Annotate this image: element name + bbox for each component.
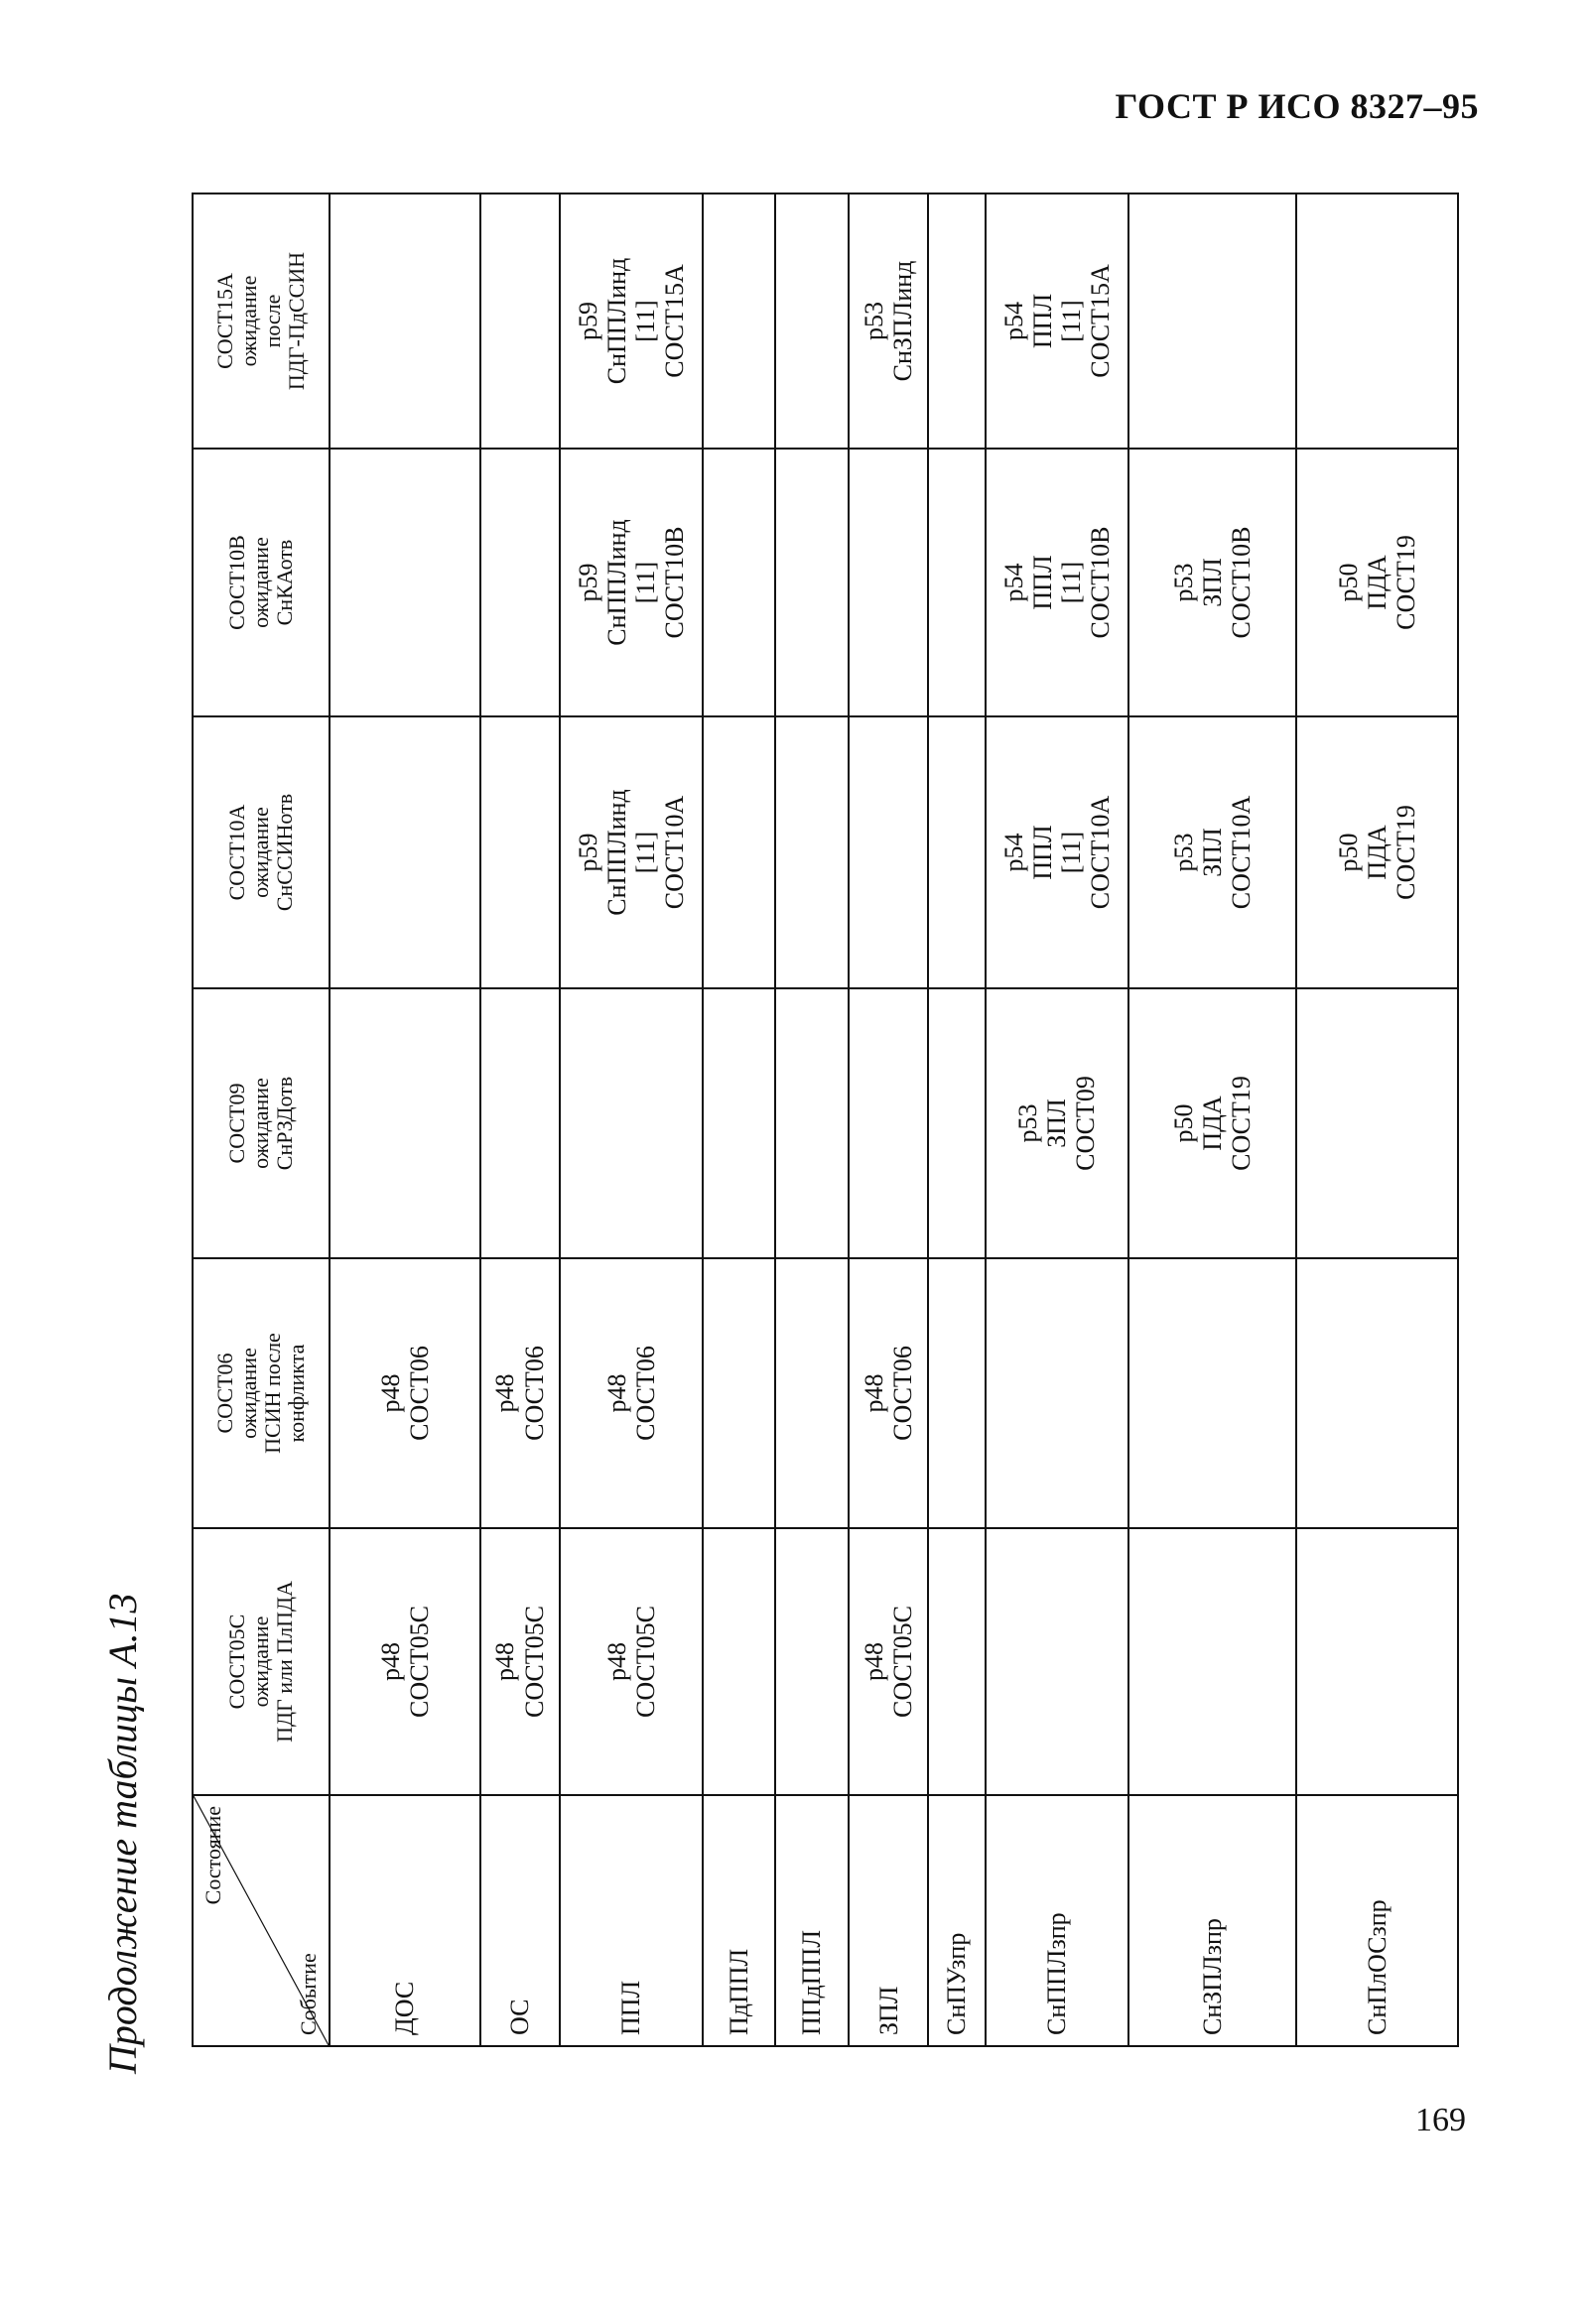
- transition-cell: [849, 1258, 928, 1528]
- transition-cell: [330, 1258, 480, 1528]
- transition-line: ЗПЛ: [1042, 1098, 1072, 1148]
- table-body: [330, 194, 1458, 2046]
- transition-cell: [986, 449, 1128, 716]
- transition-cell: [1296, 988, 1458, 1258]
- table-row: [560, 194, 703, 2046]
- transition-line: ЗПЛ: [1198, 828, 1228, 877]
- transition-cell: [1296, 449, 1458, 716]
- table-row: [1128, 194, 1296, 2046]
- transition-cell: [560, 449, 703, 716]
- event-label: СнЗПЛзпр: [1128, 1795, 1296, 2046]
- transition-cell: [1128, 988, 1296, 1258]
- transition-line: p54: [998, 563, 1028, 602]
- transition-line: СОСТ19: [1227, 1076, 1257, 1171]
- header-row: [193, 194, 330, 2046]
- transition-line: p53: [859, 302, 888, 340]
- event-label: СнПлОСзпр: [1296, 1795, 1458, 2046]
- column-header-line: ПДГ или ПлПДА: [272, 1581, 298, 1743]
- table-row: [849, 194, 928, 2046]
- transition-cell: [928, 1528, 986, 1795]
- transition-cell: [480, 988, 560, 1258]
- transition-line: СОСТ19: [1391, 535, 1421, 630]
- event-label: СнПУзпр: [928, 1795, 986, 2046]
- transition-line: p59: [573, 563, 602, 602]
- transition-cell: [330, 449, 480, 716]
- transition-line: СОСТ06: [404, 1346, 434, 1441]
- column-header: [193, 194, 330, 449]
- transition-cell: [928, 1258, 986, 1528]
- transition-line: ППЛ: [1027, 825, 1057, 880]
- transition-line: p50: [1333, 833, 1363, 872]
- page-number: 169: [1415, 2102, 1466, 2138]
- table-row: [330, 194, 480, 2046]
- transition-cell: [849, 716, 928, 988]
- column-header-line: ПСИН после: [260, 1333, 285, 1454]
- transition-line: p50: [1168, 1103, 1198, 1143]
- transition-cell: [775, 194, 849, 449]
- transition-line: p59: [573, 302, 602, 340]
- transition-cell: [1128, 449, 1296, 716]
- transition-line: [11]: [1056, 300, 1086, 342]
- transition-line: СОСТ09: [1071, 1076, 1101, 1171]
- transition-cell: [1296, 716, 1458, 988]
- transition-cell: [928, 988, 986, 1258]
- transition-cell: [560, 1528, 703, 1795]
- transition-cell: [480, 194, 560, 449]
- transition-cell: [703, 988, 775, 1258]
- transition-cell: [775, 988, 849, 1258]
- transition-line: СОСТ05С: [888, 1606, 918, 1719]
- transition-line: p48: [859, 1373, 888, 1413]
- transition-cell: [560, 716, 703, 988]
- transition-line: p53: [1168, 833, 1198, 872]
- transition-cell: [703, 1528, 775, 1795]
- transition-line: [11]: [1056, 831, 1086, 874]
- event-label: ДОС: [330, 1795, 480, 2046]
- transition-line: СОСТ05С: [519, 1606, 549, 1719]
- transition-line: ПДА: [1198, 1096, 1228, 1151]
- transition-line: СОСТ06: [630, 1346, 660, 1441]
- table-row: [928, 194, 986, 2046]
- column-header-line: ожидание: [247, 1615, 273, 1708]
- transition-line: СОСТ15А: [1085, 264, 1115, 378]
- transition-cell: [928, 716, 986, 988]
- transition-cell: [1128, 1258, 1296, 1528]
- transition-cell: [1296, 194, 1458, 449]
- transition-line: [11]: [630, 300, 660, 342]
- transition-line: СнППЛинд: [601, 789, 631, 916]
- event-label: ОС: [480, 1795, 560, 2046]
- transition-line: [11]: [1056, 561, 1086, 604]
- transition-line: ПДА: [1363, 555, 1392, 610]
- transition-line: ППЛ: [1027, 293, 1057, 349]
- transition-line: p48: [375, 1642, 405, 1681]
- transition-cell: [986, 1258, 1128, 1528]
- table-row: [480, 194, 560, 2046]
- transition-line: [11]: [630, 561, 660, 604]
- column-header-line: СОСТ09: [223, 1083, 249, 1164]
- table-row: [703, 194, 775, 2046]
- table-row: [775, 194, 849, 2046]
- transition-cell: [928, 194, 986, 449]
- transition-line: СОСТ10В: [1085, 526, 1115, 639]
- column-header-line: ПДГ-ПдССИН: [284, 251, 310, 391]
- transition-cell: [849, 194, 928, 449]
- transition-cell: [703, 1258, 775, 1528]
- transition-cell: [775, 716, 849, 988]
- transition-cell: [986, 988, 1128, 1258]
- transition-line: p48: [859, 1642, 888, 1681]
- transition-cell: [480, 449, 560, 716]
- transition-cell: [330, 194, 480, 449]
- transition-cell: [560, 194, 703, 449]
- transition-line: p54: [998, 302, 1028, 340]
- event-label: СнППЛзпр: [986, 1795, 1128, 2046]
- transition-line: СОСТ10А: [659, 795, 689, 910]
- column-header-line: ожидание: [247, 807, 273, 898]
- transition-line: СОСТ10В: [1227, 526, 1257, 639]
- column-header-line: ожидание: [247, 1078, 273, 1169]
- transition-cell: [775, 1528, 849, 1795]
- transition-line: p48: [601, 1373, 631, 1413]
- event-label: ППдППЛ: [775, 1795, 849, 2046]
- column-header-line: СнССИНотв: [272, 793, 298, 912]
- transition-line: СОСТ05С: [404, 1606, 434, 1719]
- transition-cell: [849, 1528, 928, 1795]
- transition-cell: [703, 716, 775, 988]
- transition-cell: [480, 1528, 560, 1795]
- transition-line: [11]: [630, 831, 660, 874]
- transition-cell: [986, 1528, 1128, 1795]
- column-header: [193, 716, 330, 988]
- transition-cell: [986, 716, 1128, 988]
- column-header-line: конфликта: [284, 1344, 310, 1443]
- transition-line: СОСТ05С: [630, 1606, 660, 1719]
- state-transition-table: [192, 193, 1459, 2047]
- transition-cell: [330, 1528, 480, 1795]
- column-header-line: СОСТ10А: [223, 804, 249, 901]
- table-row: [986, 194, 1128, 2046]
- column-header-line: ожидание: [235, 275, 261, 367]
- transition-line: p48: [490, 1373, 520, 1413]
- column-header-line: СОСТ06: [211, 1353, 237, 1434]
- column-header: [193, 988, 330, 1258]
- column-header: [193, 1258, 330, 1528]
- transition-line: СОСТ10А: [1227, 795, 1257, 910]
- transition-cell: [1296, 1528, 1458, 1795]
- transition-cell: [849, 449, 928, 716]
- transition-cell: [849, 988, 928, 1258]
- transition-line: СОСТ10А: [1085, 795, 1115, 910]
- column-header-line: СОСТ05С: [223, 1614, 249, 1710]
- column-header-line: СОСТ10В: [223, 535, 249, 630]
- transition-line: СОСТ06: [888, 1346, 918, 1441]
- column-header: [193, 1528, 330, 1795]
- transition-cell: [1128, 1528, 1296, 1795]
- document-header: ГОСТ Р ИСО 8327–95: [1115, 86, 1479, 126]
- transition-line: p54: [998, 833, 1028, 872]
- table-corner-cell: [193, 1795, 330, 2046]
- column-header-line: ожидание: [247, 537, 273, 628]
- corner-state-label: Состояние: [200, 1806, 225, 1905]
- transition-cell: [775, 1258, 849, 1528]
- transition-line: СОСТ19: [1391, 805, 1421, 900]
- table-caption: Продолжение таблицы A.13: [100, 1593, 145, 2074]
- transition-cell: [986, 194, 1128, 449]
- transition-line: ПДА: [1363, 825, 1392, 880]
- corner-event-label: Событие: [295, 1953, 321, 2035]
- event-label: ППЛ: [560, 1795, 703, 2046]
- transition-cell: [480, 1258, 560, 1528]
- transition-cell: [928, 449, 986, 716]
- transition-line: ППЛ: [1027, 555, 1057, 610]
- transition-table-frame: [192, 194, 1459, 2047]
- transition-cell: [560, 988, 703, 1258]
- column-header-line: СнРЗДотв: [272, 1076, 298, 1171]
- transition-line: p48: [490, 1642, 520, 1681]
- event-label: ПдППЛ: [703, 1795, 775, 2046]
- transition-line: СОСТ06: [519, 1346, 549, 1441]
- transition-cell: [703, 449, 775, 716]
- transition-cell: [330, 988, 480, 1258]
- transition-cell: [480, 716, 560, 988]
- column-header-line: СнКАотв: [272, 539, 298, 626]
- transition-line: p53: [1168, 563, 1198, 602]
- transition-line: p48: [601, 1642, 631, 1681]
- transition-line: СнППЛинд: [601, 257, 631, 385]
- transition-cell: [560, 1258, 703, 1528]
- transition-line: СОСТ10В: [659, 526, 689, 639]
- transition-cell: [703, 194, 775, 449]
- transition-line: ЗПЛ: [1198, 558, 1228, 607]
- table-row: [1296, 194, 1458, 2046]
- column-header-line: СОСТ15А: [211, 273, 237, 369]
- column-header: [193, 449, 330, 716]
- transition-line: СнППЛинд: [601, 519, 631, 646]
- transition-line: p53: [1013, 1103, 1043, 1143]
- transition-cell: [775, 449, 849, 716]
- transition-cell: [1128, 716, 1296, 988]
- transition-line: СОСТ15А: [659, 264, 689, 378]
- column-header-line: после: [260, 294, 285, 348]
- transition-cell: [330, 716, 480, 988]
- transition-line: СнЗПЛинд: [888, 260, 918, 382]
- column-header-line: ожидание: [235, 1348, 261, 1439]
- transition-line: p48: [375, 1373, 405, 1413]
- transition-line: p59: [573, 833, 602, 872]
- transition-cell: [1296, 1258, 1458, 1528]
- event-label: ЗПЛ: [849, 1795, 928, 2046]
- transition-line: p50: [1333, 563, 1363, 602]
- transition-cell: [1128, 194, 1296, 449]
